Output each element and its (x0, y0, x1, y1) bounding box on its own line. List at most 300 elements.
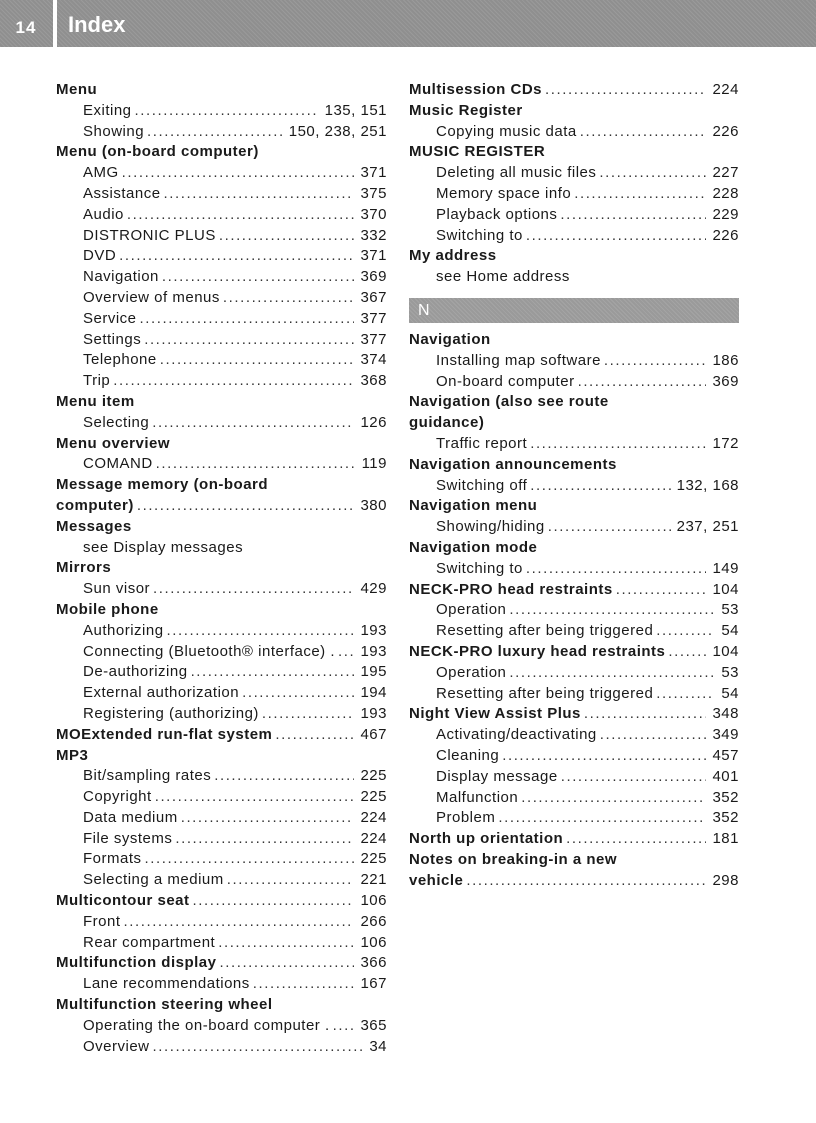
page-reference: 149 (712, 559, 739, 577)
entry-text: Multifunction steering wheel (56, 996, 273, 1014)
leader-dots (338, 642, 354, 663)
entry-text: Navigation (409, 330, 491, 348)
leader-dots (502, 746, 706, 767)
entry-text: Showing (83, 122, 145, 140)
entry-text: computer) (56, 496, 134, 514)
leader-dots (526, 226, 707, 247)
index-subentry (56, 621, 387, 642)
leader-dots (604, 351, 707, 372)
entry-text: Exiting (83, 101, 132, 119)
page-reference: 104 (712, 580, 739, 598)
entry-text: Telephone (83, 351, 157, 369)
leader-dots (137, 496, 355, 517)
index-heading (56, 517, 387, 538)
page-reference: 365 (360, 1016, 387, 1034)
entry-text: Message memory (on-board (56, 476, 269, 494)
page-reference: 429 (360, 580, 387, 598)
index-heading (409, 642, 739, 663)
entry-text: MOExtended run-flat system (56, 725, 273, 743)
index-heading (56, 725, 387, 746)
page-reference: 457 (712, 746, 739, 764)
index-heading (409, 704, 739, 725)
entry-text: Selecting (83, 413, 150, 431)
entry-text: Overview of menus (83, 288, 220, 306)
index-heading (56, 995, 387, 1016)
page-reference: 377 (360, 309, 387, 327)
entry-text: Switching off (436, 476, 528, 494)
index-heading (56, 746, 387, 767)
entry-text: Connecting (Bluetooth® interface) . (83, 642, 336, 660)
page-reference: 369 (360, 268, 387, 286)
index-column-right (409, 80, 739, 891)
entry-text: File systems (83, 829, 173, 847)
index-heading (409, 413, 739, 434)
entry-text: NECK-PRO luxury head restraints (409, 642, 666, 660)
page-reference: 34 (369, 1037, 387, 1055)
page-reference: 266 (360, 912, 387, 930)
entry-text: Multicontour seat (56, 892, 190, 910)
page-reference: 53 (721, 601, 739, 619)
index-subentry (56, 933, 387, 954)
entry-text: MP3 (56, 746, 89, 764)
entry-text: Cleaning (436, 746, 500, 764)
index-subentry (409, 351, 739, 372)
index-heading (56, 475, 387, 496)
index-heading (409, 871, 739, 892)
page-reference: 186 (712, 351, 739, 369)
index-subentry (56, 371, 387, 392)
index-heading (56, 142, 387, 163)
leader-dots (164, 184, 355, 205)
entry-text: Data medium (83, 808, 178, 826)
entry-text: Copying music data (436, 122, 577, 140)
page-reference: 352 (712, 809, 739, 827)
entry-text: Resetting after being triggered (436, 684, 654, 702)
index-subentry (56, 579, 387, 600)
entry-text: Music Register (409, 101, 523, 119)
entry-text: Traffic report (436, 434, 528, 452)
entry-text: DVD (83, 247, 117, 265)
entry-text: AMG (83, 164, 119, 182)
entry-text: Playback options (436, 205, 558, 223)
index-subentry (409, 476, 739, 497)
leader-dots (530, 434, 706, 455)
entry-text: Operation (436, 663, 507, 681)
entry-text: Navigation (83, 268, 159, 286)
leader-dots (509, 600, 715, 621)
index-subentry (409, 122, 739, 143)
entry-text: Navigation menu (409, 497, 538, 515)
index-heading (409, 246, 739, 267)
index-subentry (56, 849, 387, 870)
index-heading (56, 496, 387, 517)
index-subentry (56, 205, 387, 226)
entry-text: Messages (56, 517, 132, 535)
entry-text: vehicle (409, 871, 464, 889)
index-column-left (56, 80, 387, 1057)
leader-dots (193, 891, 355, 912)
leader-dots (616, 580, 707, 601)
entry-text: Overview (83, 1037, 150, 1055)
entry-text: Menu (56, 81, 98, 98)
leader-dots (135, 101, 319, 122)
entry-text: Trip (83, 372, 111, 390)
entry-text: Operation (436, 601, 507, 619)
entry-text: Formats (83, 850, 142, 868)
index-subentry (409, 621, 739, 642)
index-section-n (409, 330, 739, 892)
page-reference: 229 (712, 205, 739, 223)
page-reference: 181 (712, 830, 739, 848)
index-subentry (56, 912, 387, 933)
entry-text: Navigation mode (409, 538, 538, 556)
entry-text: see Display messages (83, 538, 244, 556)
leader-dots (153, 579, 354, 600)
leader-dots (561, 767, 707, 788)
page-reference: 106 (360, 892, 387, 910)
index-subentry (56, 330, 387, 351)
entry-text: COMAND (83, 455, 153, 473)
index-heading (409, 142, 739, 163)
leader-dots (242, 683, 354, 704)
leader-dots (275, 725, 354, 746)
page-reference: 135, 151 (324, 101, 387, 119)
entry-text: Malfunction (436, 788, 519, 806)
page-number: 14 (15, 18, 37, 37)
entry-text: Navigation (also see route (409, 393, 609, 411)
page-reference: 370 (360, 205, 387, 223)
index-subentry (409, 808, 739, 829)
page-reference: 193 (360, 704, 387, 722)
index-subentry (409, 767, 739, 788)
index-heading (56, 392, 387, 413)
page-reference: 119 (361, 455, 387, 473)
entry-text: External authorization (83, 684, 240, 702)
index-subentry (56, 704, 387, 725)
page-reference: 371 (360, 247, 387, 265)
entry-text: Authorizing (83, 621, 164, 639)
entry-text: Switching to (436, 226, 523, 244)
leader-dots (545, 80, 706, 101)
index-heading (56, 600, 387, 621)
page-reference: 221 (360, 871, 387, 889)
index-heading (409, 392, 739, 413)
page-reference: 352 (712, 788, 739, 806)
page-reference: 126 (360, 413, 387, 431)
section-letter-bar: N (409, 298, 739, 323)
entry-text: MUSIC REGISTER (409, 143, 546, 161)
entry-text: Rear compartment (83, 933, 216, 951)
index-subentry (409, 163, 739, 184)
leader-dots (599, 163, 706, 184)
entry-text: Switching to (436, 559, 523, 577)
index-subentry (409, 372, 739, 393)
index-subentry (409, 559, 739, 580)
index-heading (56, 434, 387, 455)
page-reference: 227 (712, 164, 739, 182)
leader-dots (578, 372, 707, 393)
index-heading (409, 538, 739, 559)
page-reference: 228 (712, 184, 739, 202)
index-subentry (409, 434, 739, 455)
page-reference: 380 (360, 496, 387, 514)
index-subentry (56, 350, 387, 371)
leader-dots (521, 788, 706, 809)
leader-dots (144, 330, 354, 351)
leader-dots (155, 787, 355, 808)
page-reference: 224 (360, 808, 387, 826)
index-heading (409, 829, 739, 850)
index-subentry (56, 538, 387, 559)
index-subentry (56, 226, 387, 247)
entry-text: Settings (83, 330, 142, 348)
index-subentry (409, 788, 739, 809)
leader-dots (580, 122, 707, 143)
page-reference: 369 (712, 372, 739, 390)
leader-dots (214, 766, 354, 787)
entry-text: Menu overview (56, 434, 171, 452)
index-subentry (56, 163, 387, 184)
entry-text: guidance) (409, 414, 485, 432)
index-heading (409, 455, 739, 476)
entry-text: Activating/deactivating (436, 726, 597, 744)
leader-dots (219, 226, 355, 247)
leader-dots (253, 974, 355, 995)
leader-dots (220, 953, 355, 974)
entry-text: My address (409, 247, 497, 265)
page-reference: 298 (712, 871, 739, 889)
page-title: Index (68, 12, 126, 37)
entry-text: Front (83, 912, 121, 930)
index-heading (409, 330, 739, 351)
index-heading (56, 891, 387, 912)
leader-dots (584, 704, 707, 725)
index-subentry (56, 413, 387, 434)
page-reference: 349 (712, 726, 739, 744)
index-subentry (409, 184, 739, 205)
entry-text: Selecting a medium (83, 871, 224, 889)
index-heading (56, 80, 387, 101)
page-reference: 104 (712, 642, 739, 660)
index-subentry (409, 267, 739, 288)
page-reference: 237, 251 (676, 518, 739, 536)
page-reference: 371 (360, 164, 387, 182)
entry-text: Service (83, 309, 137, 327)
leader-dots (181, 808, 355, 829)
leader-dots (548, 517, 671, 538)
page-reference: 167 (360, 975, 387, 993)
index-subentry (56, 288, 387, 309)
index-subentry (56, 683, 387, 704)
page-header (0, 0, 816, 47)
entry-text: DISTRONIC PLUS (83, 226, 216, 244)
entry-text: Display message (436, 767, 558, 785)
entry-text: Mobile phone (56, 600, 159, 618)
index-heading (409, 101, 739, 122)
index-subentry (56, 309, 387, 330)
index-heading (409, 496, 739, 517)
leader-dots (656, 621, 715, 642)
entry-text: On-board computer (436, 372, 575, 390)
entry-text: Sun visor (83, 580, 151, 598)
leader-dots (218, 933, 354, 954)
entry-text: Mirrors (56, 559, 112, 577)
entry-text: see Home address (436, 268, 570, 286)
entry-text: Showing/hiding (436, 518, 545, 536)
leader-dots (113, 371, 354, 392)
leader-dots (127, 205, 355, 226)
entry-text: Installing map software (436, 351, 601, 369)
page-reference: 54 (721, 684, 739, 702)
entry-text: Night View Assist Plus (409, 705, 581, 723)
leader-dots (668, 642, 706, 663)
index-subentry (56, 184, 387, 205)
index-subentry (409, 205, 739, 226)
page-reference: 193 (360, 621, 387, 639)
leader-dots (191, 662, 355, 683)
leader-dots (124, 912, 355, 933)
page-reference: 226 (712, 122, 739, 140)
leader-dots (175, 829, 354, 850)
page-reference: 195 (360, 663, 387, 681)
page-reference: 368 (360, 372, 387, 390)
leader-dots (122, 163, 355, 184)
page-reference: 226 (712, 226, 739, 244)
entry-text: Multisession CDs (409, 81, 543, 98)
leader-dots (509, 663, 715, 684)
entry-text: Multifunction display (56, 954, 217, 972)
header-separator (53, 0, 57, 47)
leader-dots (566, 829, 706, 850)
index-heading (409, 580, 739, 601)
index-subentry (56, 787, 387, 808)
index-heading (409, 80, 739, 101)
index-subentry (56, 101, 387, 122)
leader-dots (152, 413, 354, 434)
entry-text: Memory space info (436, 184, 572, 202)
entry-text: North up orientation (409, 830, 564, 848)
index-subentry (56, 454, 387, 475)
page-reference: 193 (360, 642, 387, 660)
entry-text: Navigation announcements (409, 455, 617, 473)
leader-dots (223, 288, 355, 309)
index-subentry (56, 267, 387, 288)
leader-dots (466, 871, 706, 892)
index-subentry (56, 1037, 387, 1058)
leader-dots (140, 309, 355, 330)
page-reference: 150, 238, 251 (288, 122, 387, 140)
leader-dots (262, 704, 355, 725)
index-subentry (409, 663, 739, 684)
entry-text: Menu item (56, 392, 135, 410)
leader-dots (600, 725, 707, 746)
leader-dots (156, 454, 356, 475)
entry-text: Assistance (83, 184, 161, 202)
page-reference: 374 (360, 351, 387, 369)
index-subentry (56, 122, 387, 143)
page-reference: 366 (360, 954, 387, 972)
leader-dots (574, 184, 706, 205)
page-reference: 53 (721, 663, 739, 681)
leader-dots (498, 808, 706, 829)
entry-text: Resetting after being triggered (436, 622, 654, 640)
page-reference: 172 (712, 434, 739, 452)
page-reference: 467 (360, 725, 387, 743)
entry-text: Notes on breaking-in a new (409, 850, 618, 868)
index-subentry (56, 662, 387, 683)
index-subentry (409, 517, 739, 538)
page-reference: 401 (712, 767, 739, 785)
leader-dots (656, 684, 715, 705)
index-heading (409, 850, 739, 871)
leader-dots (160, 350, 355, 371)
index-subentry (56, 1016, 387, 1037)
entry-text: Bit/sampling rates (83, 767, 212, 785)
index-subentry (409, 226, 739, 247)
leader-dots (162, 267, 355, 288)
page-reference: 106 (360, 933, 387, 951)
entry-text: Menu (on-board computer) (56, 143, 259, 161)
entry-text: Copyright (83, 788, 152, 806)
index-subentry (56, 870, 387, 891)
leader-dots (560, 205, 706, 226)
index-subentry (409, 600, 739, 621)
page-reference: 224 (360, 829, 387, 847)
page-reference: 348 (712, 705, 739, 723)
index-subentry (56, 974, 387, 995)
leader-dots (530, 476, 670, 497)
entry-text: De-authorizing (83, 663, 188, 681)
page-reference: 225 (360, 788, 387, 806)
index-subentry (56, 829, 387, 850)
leader-dots (526, 559, 707, 580)
page-reference: 332 (360, 226, 387, 244)
index-heading (56, 953, 387, 974)
index-subentry (56, 808, 387, 829)
page-reference: 375 (360, 184, 387, 202)
index-heading (56, 558, 387, 579)
index-subentry (409, 725, 739, 746)
page-reference: 367 (360, 288, 387, 306)
page-reference: 132, 168 (676, 476, 739, 494)
index-subentry (56, 766, 387, 787)
index-subentry (409, 746, 739, 767)
page-reference: 54 (721, 622, 739, 640)
page-reference: 225 (360, 767, 387, 785)
index-section-m-continued (409, 80, 739, 288)
entry-text: NECK-PRO head restraints (409, 580, 613, 598)
leader-dots (147, 122, 283, 143)
leader-dots (145, 849, 355, 870)
page-reference: 224 (712, 81, 739, 98)
page-reference: 194 (360, 684, 387, 702)
entry-text: Registering (authorizing) (83, 704, 259, 722)
entry-text: Operating the on-board computer . (83, 1016, 330, 1034)
entry-text: Lane recommendations (83, 975, 250, 993)
leader-dots (119, 246, 354, 267)
leader-dots (167, 621, 355, 642)
index-subentry (409, 684, 739, 705)
index-subentry (56, 246, 387, 267)
leader-dots (227, 870, 355, 891)
page-reference: 225 (360, 850, 387, 868)
leader-dots (333, 1016, 355, 1037)
page-reference: 377 (360, 330, 387, 348)
entry-text: Deleting all music files (436, 164, 597, 182)
entry-text: Audio (83, 205, 124, 223)
leader-dots (153, 1037, 364, 1058)
index-subentry (56, 642, 387, 663)
